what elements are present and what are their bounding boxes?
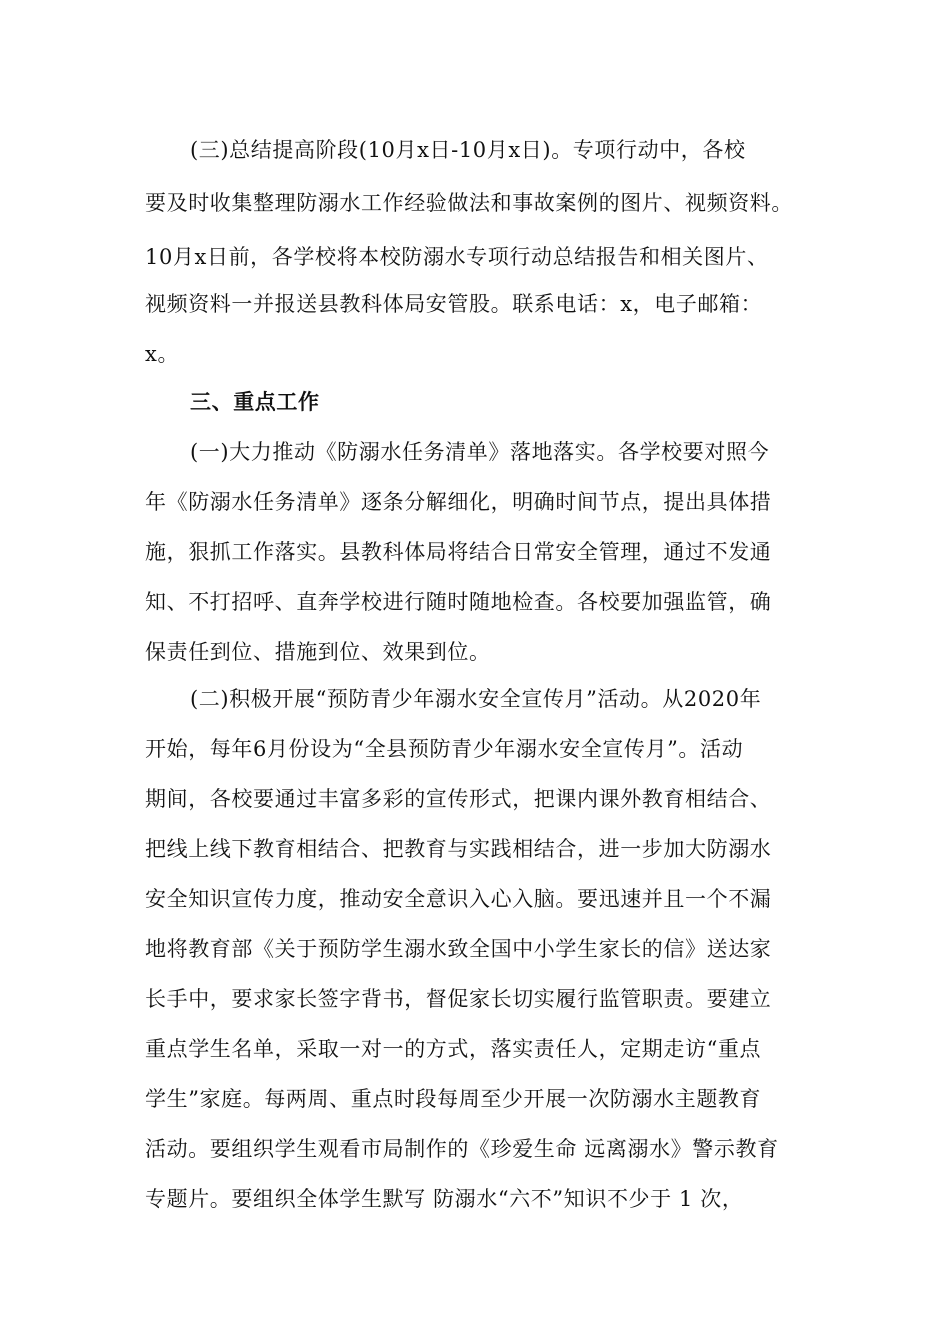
paragraph-campaign-line-5: 安全知识宣传力度，推动安全意识入心入脑。要迅速并且一个不漏 — [145, 887, 772, 911]
paragraph-campaign-line-11: 专题片。要组织全体学生默写 防溺水“六不”知识不少于 1 次， — [145, 1187, 744, 1211]
paragraph-task-list-line-1: (一)大力推动《防溺水任务清单》落地落实。各学校要对照今 — [190, 440, 770, 464]
paragraph-campaign-line-2: 开始，每年6月份设为“全县预防青少年溺水安全宣传月”。活动 — [145, 737, 744, 761]
section-heading: 三、重点工作 — [190, 389, 320, 414]
paragraph-stage-3-line-5: x。 — [145, 342, 180, 366]
paragraph-campaign-line-6: 地将教育部《关于预防学生溺水致全国中小学生家长的信》送达家 — [145, 937, 772, 961]
paragraph-stage-3-line-3: 10月x日前，各学校将本校防溺水专项行动总结报告和相关图片、 — [145, 245, 769, 269]
paragraph-task-list-line-5: 保责任到位、措施到位、效果到位。 — [145, 640, 491, 664]
paragraph-stage-3-line-4: 视频资料一并报送县教科体局安管股。联系电话：x，电子邮箱： — [145, 292, 763, 316]
paragraph-campaign-line-9: 学生”家庭。每两周、重点时段每周至少开展一次防溺水主题教育 — [145, 1087, 762, 1111]
paragraph-campaign-line-7: 长手中，要求家长签字背书，督促家长切实履行监管职责。要建立 — [145, 987, 772, 1011]
paragraph-task-list-line-4: 知、不打招呼、直奔学校进行随时随地检查。各校要加强监管，确 — [145, 590, 772, 614]
paragraph-campaign-line-8: 重点学生名单，采取一对一的方式，落实责任人，定期走访“重点 — [145, 1037, 762, 1061]
paragraph-stage-3-line-1: (三)总结提高阶段(10月x日-10月x日)。专项行动中，各校 — [190, 138, 746, 162]
paragraph-campaign-line-3: 期间，各校要通过丰富多彩的宣传形式，把课内课外教育相结合、 — [145, 787, 772, 811]
paragraph-task-list-line-3: 施，狠抓工作落实。县教科体局将结合日常安全管理，通过不发通 — [145, 540, 772, 564]
paragraph-campaign-line-1: (二)积极开展“预防青少年溺水安全宣传月”活动。从2020年 — [190, 687, 762, 711]
paragraph-stage-3-line-2: 要及时收集整理防溺水工作经验做法和事故案例的图片、视频资料。 — [145, 191, 793, 215]
paragraph-task-list-line-2: 年《防溺水任务清单》逐条分解细化，明确时间节点，提出具体措 — [145, 490, 772, 514]
paragraph-campaign-line-4: 把线上线下教育相结合、把教育与实践相结合，进一步加大防溺水 — [145, 837, 772, 861]
paragraph-campaign-line-10: 活动。要组织学生观看市局制作的《珍爱生命 远离溺水》警示教育 — [145, 1137, 779, 1161]
